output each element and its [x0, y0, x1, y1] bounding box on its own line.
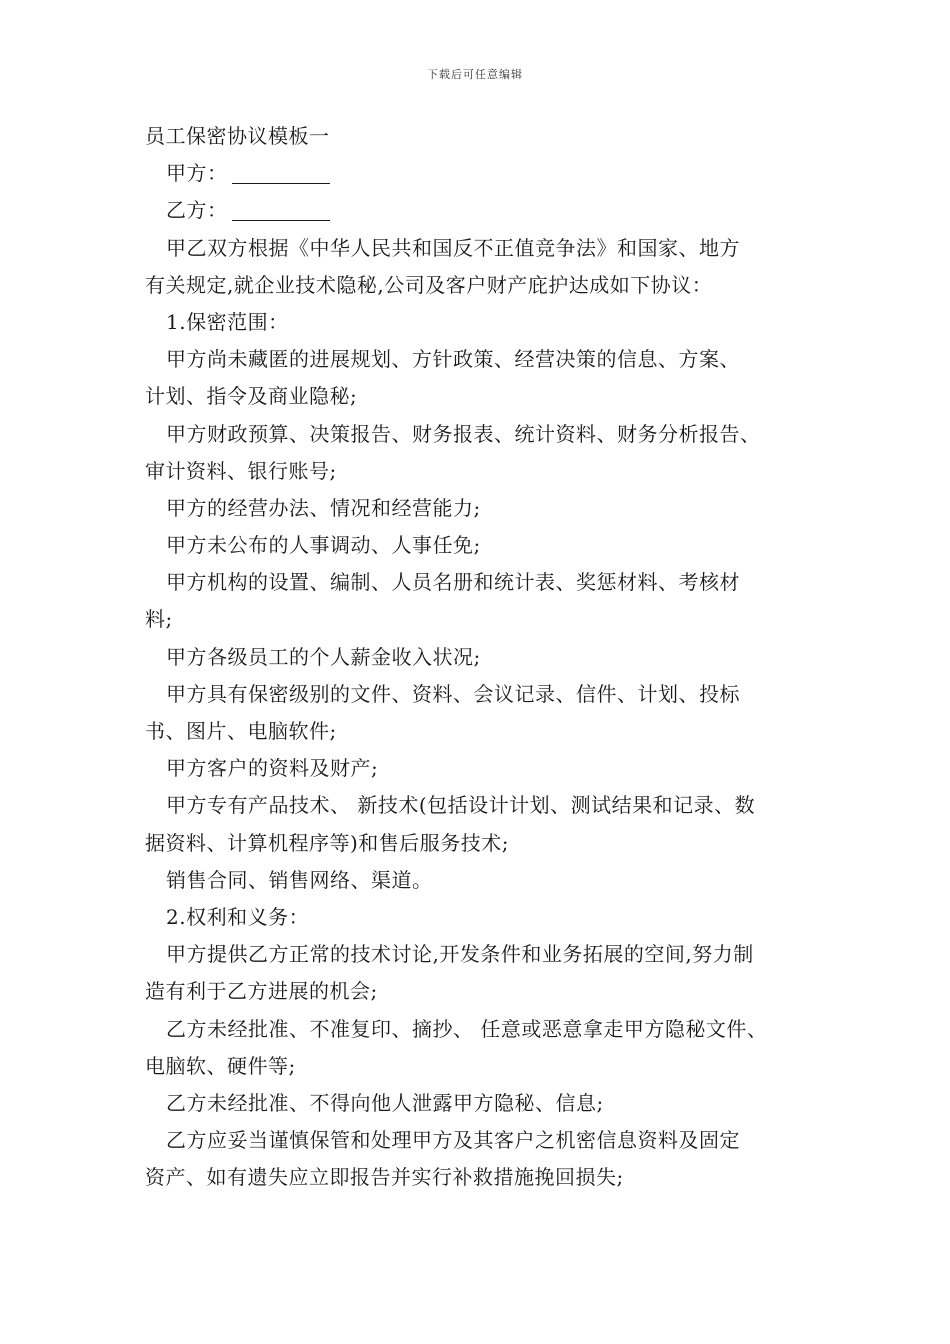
paragraph-line: 甲乙双方根据《中华人民共和国反不正值竞争法》和国家、地方 — [166, 235, 740, 260]
paragraph-line: 甲方未公布的人事调动、人事任免; — [166, 533, 481, 558]
document-title: 员工保密协议模板一 — [145, 124, 330, 148]
paragraph-line: 造有利于乙方进展的机会; — [145, 979, 378, 1004]
paragraph-line: 销售合同、销售网络、渠道。 — [166, 867, 433, 892]
paragraph-line: 电脑软、硬件等; — [145, 1053, 296, 1078]
party-a-line — [145, 155, 825, 192]
paragraph-line: 有关规定,就企业技术隐秘,公司及客户财产庇护达成如下协议： — [145, 272, 713, 297]
paragraph-line: 甲方提供乙方正常的技术讨论,开发条件和业务拓展的空间,努力制 — [166, 942, 754, 967]
paragraph-line: 甲方专有产品技术、 新技术(包括设计计划、测试结果和记录、数 — [166, 793, 756, 818]
header-note: 下载后可任意编辑 — [427, 68, 523, 81]
paragraph-line: 计划、指令及商业隐秘; — [145, 384, 358, 409]
paragraph-line: 据资料、计算机程序等)和售后服务技术; — [145, 830, 510, 855]
paragraph-line: 乙方未经批准、不得向他人泄露甲方隐秘、信息; — [166, 1090, 604, 1115]
party-a-label: 甲方： — [166, 161, 228, 186]
paragraph-line: 甲方财政预算、决策报告、财务报表、统计资料、财务分析报告、 — [166, 421, 761, 446]
paragraph-line: 甲方客户的资料及财产; — [166, 756, 379, 781]
paragraph-line: 资产、如有遗失应立即报告并实行补救措施挽回损失; — [145, 1165, 624, 1190]
paragraph-line: 书、图片、电脑软件; — [145, 719, 337, 743]
party-b-line — [145, 192, 825, 229]
party-a-blank — [232, 161, 330, 184]
party-b-blank — [232, 198, 330, 221]
paragraph-line: 乙方未经批准、不准复印、摘抄、 任意或恶意拿走甲方隐秘文件、 — [166, 1016, 768, 1041]
document-body — [145, 118, 825, 1196]
paragraph-line: 乙方应妥当谨慎保管和处理甲方及其客户之机密信息资料及固定 — [166, 1128, 740, 1153]
paragraph-line: 审计资料、银行账号; — [145, 458, 337, 483]
section-heading: 1.保密范围： — [166, 309, 289, 334]
paragraph-line: 甲方尚未藏匿的进展规划、方针政策、经营决策的信息、方案、 — [166, 347, 740, 372]
paragraph-line: 甲方的经营办法、情况和经营能力; — [166, 495, 481, 520]
paragraph-line: 甲方机构的设置、编制、人员名册和统计表、奖惩材料、考核材 — [166, 570, 740, 595]
paragraph-line: 甲方具有保密级别的文件、资料、会议记录、信件、计划、投标 — [166, 681, 740, 706]
paragraph-line: 料; — [145, 607, 173, 632]
section-heading: 2.权利和义务： — [166, 904, 310, 929]
party-b-label: 乙方： — [166, 198, 228, 223]
paragraph-line: 甲方各级员工的个人薪金收入状况; — [166, 644, 481, 669]
